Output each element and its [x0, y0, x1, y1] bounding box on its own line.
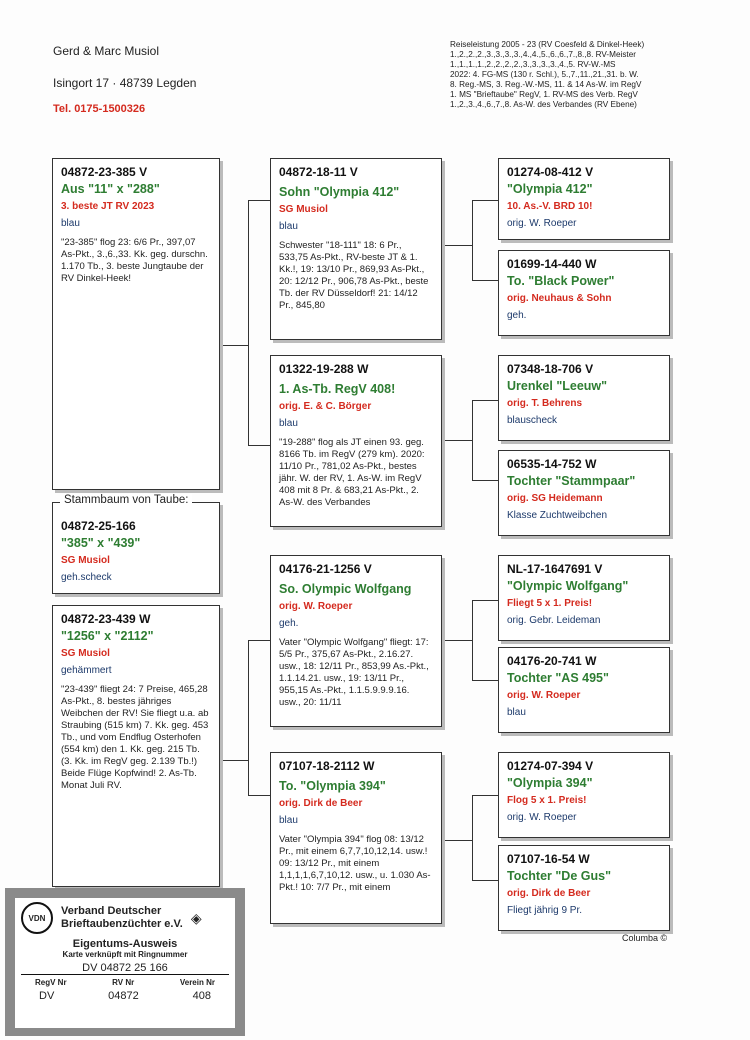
ggp-note: Fliegt jährig 9 Pr.: [507, 905, 583, 916]
mother-color: gehämmert: [61, 665, 112, 676]
father-breeder: 3. beste JT RV 2023: [61, 201, 155, 212]
footer-credit: Columba ©: [622, 933, 668, 943]
ggp-breeder: Fliegt 5 x 1. Preis!: [507, 598, 593, 609]
vdn-logo: VDN: [21, 902, 53, 934]
gp-name: So. Olympic Wolfgang: [279, 582, 412, 596]
gp-color: geh.: [279, 618, 299, 629]
card-ring: DV 04872 25 166: [21, 962, 229, 975]
gp-name: Sohn "Olympia 412": [279, 185, 400, 199]
performance-line: 1.,1.,1.,1.,2.,2.,2.,2.,3.,3.,3.,3.,4.,5. RV-W.-MS: [450, 60, 616, 69]
ggp-note: orig. W. Roeper: [507, 812, 577, 823]
ggp-breeder: Flog 5 x 1. Preis!: [507, 795, 587, 806]
mother-name: "1256" x "2112": [61, 629, 154, 643]
ggp-name: Tochter "De Gus": [507, 869, 611, 883]
subject-caption: Stammbaum von Taube:: [60, 494, 192, 506]
ggp-ring: NL-17-1647691 V: [507, 562, 603, 576]
connector-line: [472, 200, 473, 280]
gp-breeder: SG Musiol: [279, 204, 328, 215]
father-name: Aus "11" x "288": [61, 182, 160, 196]
ggp-breeder: orig. Neuhaus & Sohn: [507, 293, 612, 304]
ggp-ring: 01699-14-440 W: [507, 257, 597, 271]
connector-line: [442, 440, 472, 441]
performance-line: 8. Reg.-MS, 3. Reg.-W.-MS, 11. & 14 As-W. im RegV: [450, 80, 642, 89]
connector-line: [248, 200, 270, 201]
connector-line: [472, 400, 498, 401]
connector-line: [472, 480, 498, 481]
subject-name: "385" x "439": [61, 536, 141, 550]
grandfather-paternal-card: [270, 158, 442, 340]
connector-line: [472, 600, 473, 680]
connector-line: [472, 795, 473, 880]
ggp-ring: 01274-08-412 V: [507, 165, 594, 179]
ggp-note: geh.: [507, 310, 527, 321]
great-grandparent-card: [498, 450, 670, 536]
ggp-ring: 06535-14-752 W: [507, 457, 597, 471]
connector-line: [248, 795, 270, 796]
gp-color: blau: [279, 221, 298, 232]
father-card: [52, 158, 220, 490]
card-org-line2: Brieftaubenzüchter e.V.: [61, 918, 183, 930]
ggp-breeder: 10. As.-V. BRD 10!: [507, 201, 593, 212]
connector-line: [472, 795, 498, 796]
connector-line: [248, 640, 270, 641]
grandmother-maternal-card: [270, 752, 442, 924]
gp-ring: 07107-18-2112 W: [279, 759, 375, 773]
gp-ring: 01322-19-288 W: [279, 362, 369, 376]
connector-line: [472, 880, 498, 881]
gp-color: blau: [279, 815, 298, 826]
ggp-name: Tochter "AS 495": [507, 671, 609, 685]
connector-line: [220, 345, 248, 346]
ggp-breeder: orig. SG Heidemann: [507, 493, 603, 504]
great-grandparent-card: [498, 555, 670, 641]
subject-ring: 04872-25-166: [61, 519, 136, 533]
gp-ring: 04176-21-1256 V: [279, 562, 372, 576]
ggp-name: "Olympia 412": [507, 182, 593, 196]
connector-line: [442, 640, 472, 641]
card-val-rv: 04872: [108, 990, 139, 1002]
ggp-name: Urenkel "Leeuw": [507, 379, 608, 393]
card-subtitle: Karte verknüpft mit Ringnummer: [62, 950, 188, 959]
gp-color: blau: [279, 418, 298, 429]
grandfather-maternal-card: [270, 555, 442, 727]
subject-color: geh.scheck: [61, 572, 112, 583]
subject-breeder: SG Musiol: [61, 555, 110, 566]
great-grandparent-card: [498, 250, 670, 336]
ggp-note: Klasse Zuchtweibchen: [507, 510, 608, 521]
connector-line: [472, 280, 498, 281]
card-inner: [15, 898, 235, 1028]
ggp-note: blau: [507, 707, 526, 718]
gp-desc: Schwester "18-111" 18: 6 Pr., 533,75 As-Pkt., RV-beste JT & 1. Kk.!, 19: 13/10 Pr., 869,93 As-Pkt., 20: 12/12 Pr., 906,78 As-Pkt., beste Tb. der RV Düsseldorf! 21: 14/12 Pr., 845,80: [279, 240, 429, 311]
card-col-rv: RV Nr: [112, 978, 135, 987]
connector-line: [248, 640, 249, 795]
subject-card: [52, 502, 220, 594]
great-grandparent-card: [498, 752, 670, 838]
mother-breeder: SG Musiol: [61, 648, 110, 659]
card-org-line1: Verband Deutscher: [61, 905, 162, 917]
ggp-ring: 04176-20-741 W: [507, 654, 597, 668]
great-grandparent-card: [498, 355, 670, 441]
connector-line: [442, 840, 472, 841]
performance-line: 1.,2.,3.,4.,6.,7.,8. As-W. des Verbandes (RV Ebene): [450, 100, 637, 109]
great-grandparent-card: [498, 158, 670, 240]
connector-line: [220, 760, 248, 761]
owner-address: Isingort 17 · 48739 Legden: [53, 76, 197, 90]
performance-line: 1.,2.,2.,2.,3.,3.,3.,3.,4.,4.,5.,6.,6.,7.,8.,8. RV-Meister: [450, 50, 636, 59]
gp-breeder: orig. E. & C. Börger: [279, 401, 372, 412]
grandmother-paternal-card: [270, 355, 442, 527]
ggp-name: To. "Black Power": [507, 274, 615, 288]
ggp-breeder: orig. T. Behrens: [507, 398, 583, 409]
card-col-regv: RegV Nr: [35, 978, 67, 987]
ggp-note: orig. Gebr. Leideman: [507, 615, 601, 626]
mother-desc: "23-439" fliegt 24: 7 Preise, 465,28 As-Pkt., 8. bestes jähriges Weibchen der RV! Sie fliegt u.a. ab Straubing (515 km) 7. Kk. geg. 453 Tb., und vom Endflug Osterhofen (554 km) den 1. Kk. geg. 215 Tb. (3. Kk. im RegV geg. 2.139 Tb.!) Beide Flüge Kopfwind! 2. As-Tb. Monat Juli RV.: [61, 684, 209, 791]
card-val-verein: 408: [192, 990, 211, 1002]
performance-line: 2022: 4. FG-MS (130 r. Schl.), 5.,7.,11.,21.,31. b. W.: [450, 70, 639, 79]
mother-ring: 04872-23-439 W: [61, 612, 151, 626]
gp-name: 1. As-Tb. RegV 408!: [279, 382, 396, 396]
connector-line: [472, 200, 498, 201]
performance-line: 1. MS "Brieftaube" RegV, 1. RV-MS des Verb. RegV: [450, 90, 638, 99]
connector-line: [248, 200, 249, 445]
performance-line: Reiseleistung 2005 - 23 (RV Coesfeld & Dinkel-Heek): [450, 40, 645, 49]
connector-line: [248, 445, 270, 446]
great-grandparent-card: [498, 647, 670, 733]
ggp-name: "Olympia 394": [507, 776, 593, 790]
connector-line: [472, 400, 473, 480]
ggp-ring: 07348-18-706 V: [507, 362, 594, 376]
ggp-ring: 07107-16-54 W: [507, 852, 590, 866]
ownership-card: [5, 888, 245, 1036]
performance-block: [450, 40, 710, 110]
car-icon: ◈: [190, 909, 202, 926]
ggp-name: "Olympic Wolfgang": [507, 579, 629, 593]
owner-phone: Tel. 0175-1500326: [53, 103, 146, 115]
card-title: Eigentums-Ausweis: [72, 938, 178, 950]
gp-name: To. "Olympia 394": [279, 779, 386, 793]
great-grandparent-card: [498, 845, 670, 931]
mother-card: [52, 605, 220, 887]
father-ring: 04872-23-385 V: [61, 165, 148, 179]
card-val-regv: DV: [39, 990, 55, 1002]
gp-desc: Vater "Olympic Wolfgang" fliegt: 17: 5/5 Pr., 375,67 As-Pkt., 2.16.27. usw., 18: 12/11 Pr., 853,99 As.-Pkt., 1.1.14.21. usw., 19: 13/11 Pr., 955,15 As.-Pkt., 1.1.5.9.9.9.16. usw., 20: 11/11: [279, 637, 429, 708]
gp-breeder: orig. Dirk de Beer: [279, 798, 363, 809]
ggp-breeder: orig. Dirk de Beer: [507, 888, 591, 899]
ggp-note: blauscheck: [507, 415, 558, 426]
ggp-name: Tochter "Stammpaar": [507, 474, 636, 488]
ggp-note: orig. W. Roeper: [507, 218, 577, 229]
card-col-verein: Verein Nr: [179, 978, 215, 987]
father-desc: "23-385" flog 23: 6/6 Pr., 397,07 As-Pkt., 3.,6.,33. Kk. geg. durschn. 1.170 Tb., 3. beste Jungtaube der RV Dinkel-Heek!: [61, 237, 208, 284]
father-color: blau: [61, 218, 80, 229]
connector-line: [472, 680, 498, 681]
gp-ring: 04872-18-11 V: [279, 165, 358, 179]
gp-desc: "19-288" flog als JT einen 93. geg. 8166 Tb. im RegV (279 km). 2020: 11/10 Pr., 781,02 As-Pkt., bestes jähr. W. der RV, 1. As-W. im RegV 408 mit 8 Pr. & 683,21 As-Pkt., 2. As-W. des Verbandes: [279, 437, 425, 508]
owner-name: Gerd & Marc Musiol: [53, 44, 160, 58]
gp-desc: Vater "Olympia 394" flog 08: 13/12 Pr., mit einem 6,7,7,10,12,14. usw.! 09: 13/12 Pr., mit einem 1,1,1,1,6,7,10,12. usw., u. 1.030 As-Pkt.! 10: 7/7 Pr., mit einem: [279, 834, 431, 893]
ggp-breeder: orig. W. Roeper: [507, 690, 581, 701]
connector-line: [472, 600, 498, 601]
gp-breeder: orig. W. Roeper: [279, 601, 353, 612]
ggp-ring: 01274-07-394 V: [507, 759, 594, 773]
connector-line: [442, 245, 472, 246]
